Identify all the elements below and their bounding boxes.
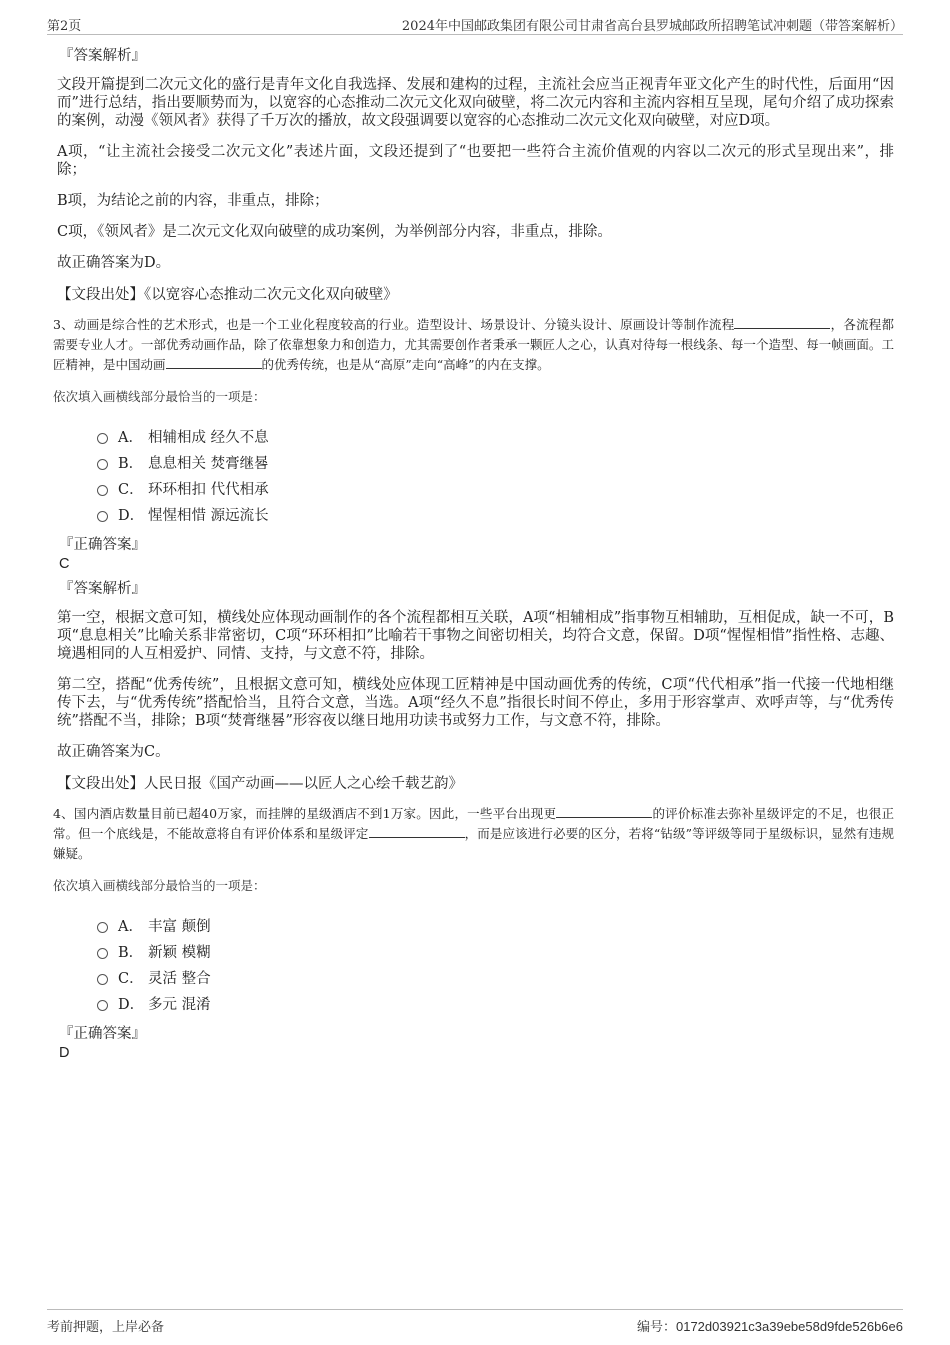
option-letter: A． <box>118 919 143 935</box>
question-instruction: 依次填入画横线部分最恰当的一项是： <box>53 878 266 893</box>
option-list <box>97 425 894 529</box>
page-header <box>47 14 903 35</box>
option-letter: C． <box>118 971 144 987</box>
footer-serial: 编号：0172d03921c3a39ebe58d9fde526b6e6 <box>636 1319 903 1334</box>
analysis-paragraph: 第一空，根据文意可知，横线处应体现动画制作的各个流程都相互关联，A项“相辅相成”指事物互相辅助，互相促成，缺一不可，B项“息息相关”比喻关系非常密切，C项“环环相扣”比喻若干事物之间密切相关，均符合文意，保留。D项“惺惺相惜”指性格、志趣、境遇相同的人互相爱护、同情、支持，与文意不符，排除。 <box>57 610 894 662</box>
option-list <box>97 914 894 1018</box>
question-stem-text: 4、国内酒店数量目前已超40万家，而挂牌的星级酒店不到1万家。因此，一些平台出现更 <box>53 806 557 821</box>
question-stem <box>53 804 894 864</box>
option-b[interactable] <box>97 451 894 477</box>
fill-blank <box>369 825 465 838</box>
fill-blank <box>166 356 262 369</box>
option-a[interactable] <box>97 914 894 940</box>
footer-slogan: 考前押题，上岸必备 <box>47 1320 165 1335</box>
analysis-paragraph: 故正确答案为C。 <box>57 744 170 760</box>
option-text: 新颖 模糊 <box>148 945 211 961</box>
question-stem-text: ，而是应该进行必要的区分，若将“钻级”等评级等同于星级标识，显然有违规嫌疑。 <box>53 826 894 861</box>
analysis-paragraph: C项，《领风者》是二次元文化双向破壁的成功案例，为举例部分内容，非重点，排除。 <box>57 224 612 240</box>
option-b[interactable] <box>97 940 894 966</box>
option-letter: D． <box>118 508 145 524</box>
radio-button[interactable] <box>97 948 108 959</box>
question-stem-text: 的优秀传统，也是从“高原”走向“高峰”的内在支撑。 <box>261 357 550 372</box>
option-letter: B． <box>118 945 144 961</box>
option-c[interactable] <box>97 477 894 503</box>
analysis-paragraph: A项，“让主流社会接受二次元文化”表述片面，文段还提到了“也要把一些符合主流价值观的内容以二次元的形式呈现出来”，排除； <box>57 144 894 178</box>
radio-button[interactable] <box>97 485 108 496</box>
analysis-label: 『答案解析』 <box>59 48 146 64</box>
analysis-label: 『答案解析』 <box>59 581 146 597</box>
radio-button[interactable] <box>97 511 108 522</box>
option-a[interactable] <box>97 425 894 451</box>
option-text: 相辅相成 经久不息 <box>148 430 269 446</box>
correct-answer-label: 『正确答案』 <box>59 1026 146 1042</box>
option-text: 惺惺相惜 源远流长 <box>148 508 269 524</box>
option-text: 丰富 颠倒 <box>148 919 211 935</box>
analysis-paragraph: 文段开篇提到二次元文化的盛行是青年文化自我选择、发展和建构的过程，主流社会应当正视青年亚文化产生的时代性，后面用“因而”进行总结，指出要顺势而为，以宽容的心态推动二次元文化双向破壁，将二次元内容和主流内容相互呈现，尾句介绍了成功探索的案例，动漫《领风者》获得了千万次的播放，故文段强调要以宽容的心态推动二次元文化双向破壁，对应D项。 <box>57 77 894 129</box>
source-citation: 【文段出处】《以宽容心态推动二次元文化双向破壁》 <box>57 287 398 303</box>
question-instruction: 依次填入画横线部分最恰当的一项是： <box>53 389 266 404</box>
question-stem-text: 的评价标准去弥补星级评定的不足，也很正常。但一个底线是，不能故意将自有评价体系和星级评定 <box>53 806 894 841</box>
option-c[interactable] <box>97 966 894 992</box>
radio-button[interactable] <box>97 922 108 933</box>
analysis-paragraph: 第二空，搭配“优秀传统”，且根据文意可知，横线处应体现工匠精神是中国动画优秀的传统，C项“代代相承”指一代接一代地相继传下去，与“优秀传统”搭配恰当，且符合文意，当选。A项“经久不息”指很长时间不停止，多用于形容掌声、欢呼声等，与“优秀传统”搭配不当，排除；B项“焚膏继晷”形容夜以继日地用功读书或努力工作，与文意不符，排除。 <box>57 677 894 729</box>
option-letter: B． <box>118 456 144 472</box>
option-text: 环环相扣 代代相承 <box>148 482 269 498</box>
fill-blank <box>734 316 830 329</box>
fill-blank <box>556 805 652 818</box>
question-stem-text: 3、动画是综合性的艺术形式，也是一个工业化程度较高的行业。造型设计、场景设计、分镜头设计、原画设计等制作流程 <box>53 317 735 332</box>
option-d[interactable] <box>97 992 894 1018</box>
radio-button[interactable] <box>97 433 108 444</box>
page-footer <box>47 1309 903 1336</box>
page-content <box>53 40 894 1068</box>
option-text: 灵活 整合 <box>148 971 211 987</box>
correct-answer: D <box>59 1045 70 1061</box>
correct-answer-label: 『正确答案』 <box>59 537 146 553</box>
option-text: 多元 混淆 <box>148 997 211 1013</box>
option-d[interactable] <box>97 503 894 529</box>
option-letter: C． <box>118 482 144 498</box>
radio-button[interactable] <box>97 974 108 985</box>
radio-button[interactable] <box>97 459 108 470</box>
correct-answer: C <box>59 556 70 572</box>
source-citation: 【文段出处】人民日报《国产动画——以匠人之心绘千载艺韵》 <box>57 776 463 792</box>
document-title: 2024年中国邮政集团有限公司甘肃省高台县罗城邮政所招聘笔试冲刺题（带答案解析） <box>401 19 903 34</box>
option-letter: D． <box>118 997 145 1013</box>
option-letter: A． <box>118 430 143 446</box>
question-stem-text: ，各流程都需要专业人才。一部优秀动画作品，除了依靠想象力和创造力，尤其需要创作者秉承一颗匠人之心，认真对待每一根线条、每一个造型、每一帧画面。工匠精神，是中国动画 <box>53 317 894 372</box>
option-text: 息息相关 焚膏继晷 <box>148 456 269 472</box>
question-stem <box>53 315 894 375</box>
page-number: 第2页 <box>47 19 82 34</box>
analysis-paragraph: 故正确答案为D。 <box>57 255 171 271</box>
analysis-paragraph: B项，为结论之前的内容，非重点，排除； <box>57 193 329 209</box>
radio-button[interactable] <box>97 1000 108 1011</box>
